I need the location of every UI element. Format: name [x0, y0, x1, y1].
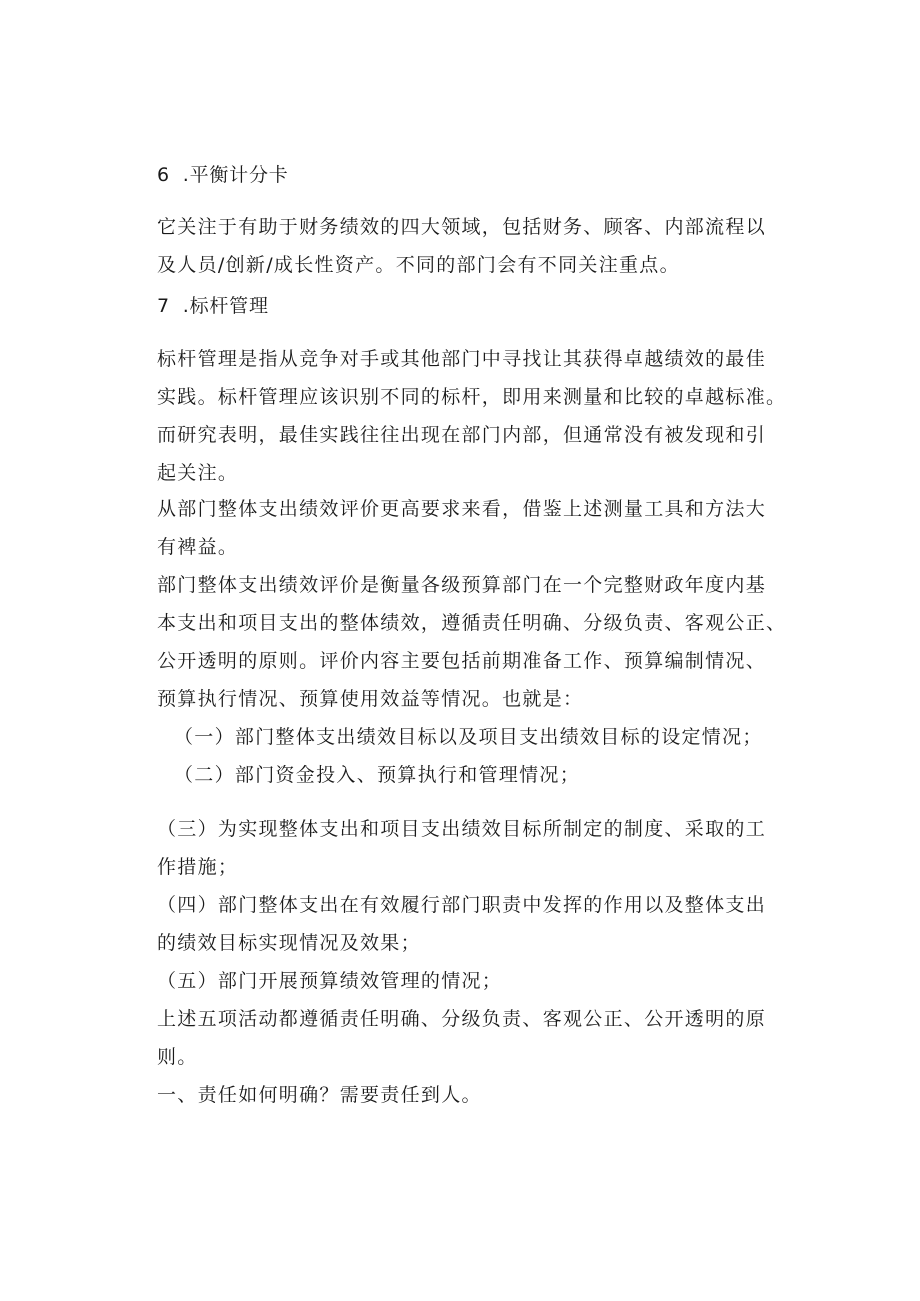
list-item-3-line: （三）为实现整体支出和项目支出绩效目标所制定的制度、采取的工	[157, 818, 767, 840]
section-6-body-line: 它关注于有助于财务绩效的四大领域，包括财务、顾客、内部流程以	[157, 216, 767, 238]
section-6-heading	[157, 163, 289, 187]
list-item-1: （一）部门整体支出绩效目标以及项目支出绩效目标的设定情况；	[174, 726, 763, 748]
section-7-body-line: 标杆管理是指从竞争对手或其他部门中寻找让其获得卓越绩效的最佳	[157, 348, 767, 370]
section-6-body-line: 及人员/创新/成长性资产。不同的部门会有不同关注重点。	[157, 254, 680, 276]
list-item-5: （五）部门开展预算绩效管理的情况；	[157, 970, 503, 992]
section-7-body-line: 起关注。	[157, 462, 239, 484]
question-line: 一、责任如何明确？需要责任到人。	[157, 1084, 482, 1106]
section-7-number: 7	[157, 295, 170, 317]
tools-paragraph-line: 有裨益。	[157, 536, 239, 558]
list-item-3-line: 作措施；	[157, 856, 239, 878]
evaluation-paragraph-line: 部门整体支出绩效评价是衡量各级预算部门在一个完整财政年度内基	[157, 574, 767, 596]
tools-paragraph-line: 从部门整体支出绩效评价更高要求来看，借鉴上述测量工具和方法大	[157, 498, 767, 520]
section-7-body-line: 而研究表明，最佳实践往往出现在部门内部，但通常没有被发现和引	[157, 424, 767, 446]
evaluation-paragraph-line: 本支出和项目支出的整体绩效，遵循责任明确、分级负责、客观公正、	[157, 612, 787, 634]
list-item-4-line: 的绩效目标实现情况及效果；	[157, 932, 421, 954]
summary-paragraph-line: 上述五项活动都遵循责任明确、分级负责、客观公正、公开透明的原	[157, 1008, 767, 1030]
section-7-title: .标杆管理	[182, 295, 269, 317]
section-6-number: 6	[157, 164, 170, 186]
section-6-title: .平衡计分卡	[182, 164, 289, 186]
evaluation-paragraph-line: 公开透明的原则。评价内容主要包括前期准备工作、预算编制情况、	[157, 650, 767, 672]
list-item-2: （二）部门资金投入、预算执行和管理情况；	[174, 764, 581, 786]
section-7-heading	[157, 294, 269, 318]
summary-paragraph-line: 则。	[157, 1046, 198, 1068]
evaluation-paragraph-line: 预算执行情况、预算使用效益等情况。也就是：	[157, 688, 584, 710]
list-item-4-line: （四）部门整体支出在有效履行部门职责中发挥的作用以及整体支出	[157, 894, 767, 916]
section-7-body-line: 实践。标杆管理应该识别不同的标杆，即用来测量和比较的卓越标准。	[157, 386, 787, 408]
